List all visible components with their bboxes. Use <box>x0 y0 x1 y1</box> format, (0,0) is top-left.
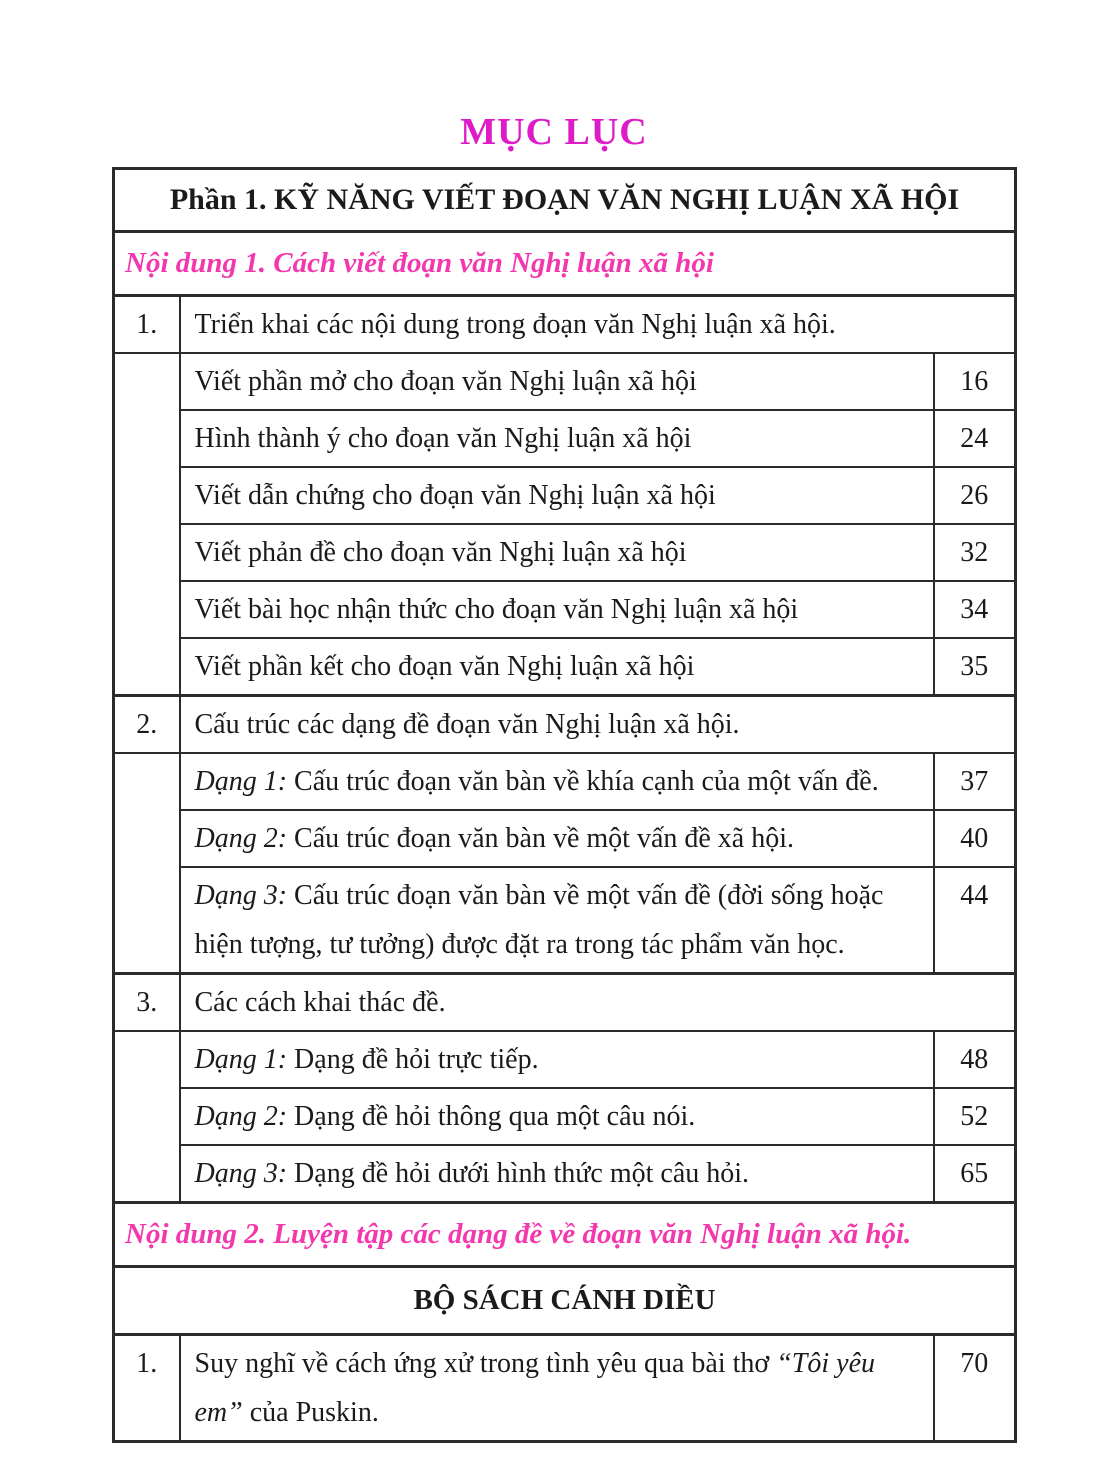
toc-item-row <box>114 974 1016 1032</box>
toc-sub-row <box>114 353 1016 410</box>
topic-heading: Nội dung 1. Cách viết đoạn văn Nghị luận xã hội <box>114 232 1016 296</box>
toc-item-text <box>180 638 934 696</box>
toc-item-text <box>180 1088 934 1145</box>
toc-page-number: 32 <box>934 524 1016 581</box>
book-series-heading: BỘ SÁCH CÁNH DIỀU <box>114 1266 1016 1334</box>
toc-item-text <box>180 753 934 810</box>
toc-text-segment: Dạng đề hỏi thông qua một câu nói. <box>287 1101 696 1133</box>
toc-text-segment: Suy nghĩ về cách ứng xử trong tình yêu qua bài thơ <box>194 1347 777 1379</box>
toc-sub-row <box>114 410 1016 467</box>
toc-page-number: 52 <box>934 1088 1016 1145</box>
toc-page-number: 16 <box>934 353 1016 410</box>
toc-topic-row <box>114 232 1016 296</box>
toc-sub-row <box>114 753 1016 810</box>
toc-item-text <box>180 296 1016 354</box>
toc-sub-row <box>114 638 1016 696</box>
toc-text-segment: Viết dẫn chứng cho đoạn văn Nghị luận xã hội <box>194 480 716 512</box>
toc-item-text <box>180 524 934 581</box>
toc-page-number: 34 <box>934 581 1016 638</box>
toc-item-text <box>180 974 1016 1032</box>
toc-item-text <box>180 467 934 524</box>
toc-item-text <box>180 581 934 638</box>
topic-heading: Nội dung 2. Luyện tập các dạng đề về đoạn văn Nghị luận xã hội. <box>114 1203 1016 1267</box>
toc-item-number: 1. <box>114 296 180 354</box>
part-header: Phần 1. KỸ NĂNG VIẾT ĐOẠN VĂN NGHỊ LUẬN XÃ HỘI <box>114 168 1016 232</box>
toc-item-number: 1. <box>114 1334 180 1441</box>
toc-text-segment: Viết bài học nhận thức cho đoạn văn Nghị luận xã hội <box>194 594 799 626</box>
toc-page-number: 70 <box>934 1334 1016 1441</box>
toc-page-number: 24 <box>934 410 1016 467</box>
toc-text-segment: Dạng đề hỏi dưới hình thức một câu hỏi. <box>287 1158 750 1190</box>
toc-page-number: 65 <box>934 1145 1016 1203</box>
toc-item-text <box>180 1031 934 1088</box>
toc-page-number: 37 <box>934 753 1016 810</box>
toc-text-segment: Cấu trúc đoạn văn bàn về khía cạnh của một vấn đề. <box>287 766 879 798</box>
toc-item-row <box>114 696 1016 754</box>
toc-page-number: 48 <box>934 1031 1016 1088</box>
toc-text-segment: Hình thành ý cho đoạn văn Nghị luận xã hội <box>194 423 692 455</box>
toc-item-text <box>180 810 934 867</box>
toc-sub-row <box>114 581 1016 638</box>
toc-topic-row <box>114 1203 1016 1267</box>
toc-text-segment: Dạng 1: <box>194 766 288 798</box>
toc-text-segment: Dạng 2: <box>194 1101 288 1133</box>
toc-item-text <box>180 1145 934 1203</box>
toc-text-segment: Dạng 3: <box>194 880 288 912</box>
toc-page-number: 35 <box>934 638 1016 696</box>
toc-text-segment: Dạng đề hỏi trực tiếp. <box>287 1044 539 1076</box>
toc-text-segment: Dạng 1: <box>194 1044 288 1076</box>
toc-text-segment: Dạng 3: <box>194 1158 288 1190</box>
toc-number-spacer <box>114 1031 180 1203</box>
toc-part-row <box>114 168 1016 232</box>
toc-text-segment: Các cách khai thác đề. <box>194 987 446 1019</box>
toc-sub-row <box>114 1031 1016 1088</box>
toc-sub-row <box>114 467 1016 524</box>
toc-text-segment: của Puskin. <box>242 1396 379 1428</box>
toc-number-spacer <box>114 753 180 974</box>
toc-page-number: 26 <box>934 467 1016 524</box>
toc-item-number: 2. <box>114 696 180 754</box>
toc-text-segment: Dạng 2: <box>194 823 288 855</box>
toc-item-row <box>114 1334 1016 1441</box>
toc-page-number: 40 <box>934 810 1016 867</box>
toc-item-text <box>180 696 1016 754</box>
toc-text-segment: Viết phần kết cho đoạn văn Nghị luận xã hội <box>194 651 695 683</box>
toc-page-number: 44 <box>934 867 1016 974</box>
toc-body <box>114 168 1016 1441</box>
toc-sub-row <box>114 867 1016 974</box>
toc-item-text <box>180 1334 934 1441</box>
toc-item-number: 3. <box>114 974 180 1032</box>
toc-item-text <box>180 867 934 974</box>
toc-number-spacer <box>114 353 180 696</box>
toc-sub-row <box>114 1088 1016 1145</box>
toc-sub-row <box>114 524 1016 581</box>
toc-sub-row <box>114 810 1016 867</box>
toc-text-segment: Triển khai các nội dung trong đoạn văn Nghị luận xã hội. <box>194 309 836 341</box>
toc-sub-row <box>114 1145 1016 1203</box>
toc-item-text <box>180 410 934 467</box>
toc-text-segment: Cấu trúc các dạng đề đoạn văn Nghị luận xã hội. <box>194 709 740 741</box>
toc-text-segment: Cấu trúc đoạn văn bàn về một vấn đề (đời sống hoặc hiện tượng, tư tưởng) được đặt ra trong tác phẩm văn học. <box>194 880 891 961</box>
toc-text-segment: Viết phản đề cho đoạn văn Nghị luận xã hội <box>194 537 687 569</box>
toc-text-segment: “Tôi yêu em” <box>194 1347 883 1428</box>
toc-item-text <box>180 353 934 410</box>
toc-text-segment: Viết phần mở cho đoạn văn Nghị luận xã hội <box>194 366 697 398</box>
toc-center-row <box>114 1266 1016 1334</box>
toc-text-segment: Cấu trúc đoạn văn bàn về một vấn đề xã hội. <box>287 823 795 855</box>
toc-table <box>112 167 1017 1443</box>
toc-item-row <box>114 296 1016 354</box>
page-title: MỤC LỤC <box>460 111 648 153</box>
